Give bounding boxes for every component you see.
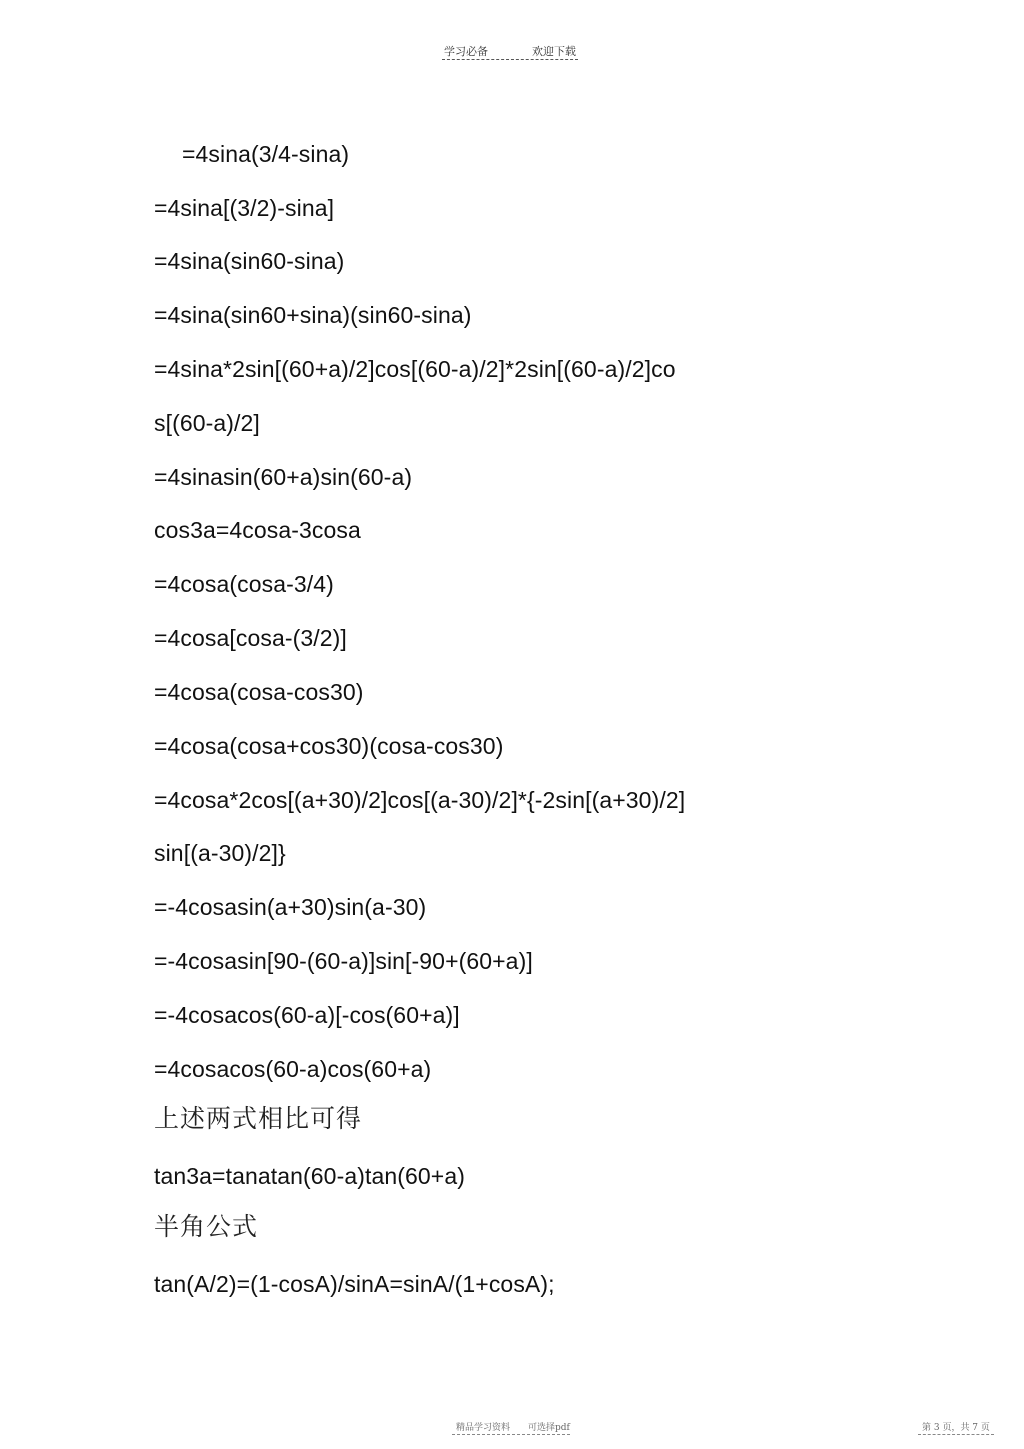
footer-right-divider xyxy=(918,1434,994,1435)
formula-line: =4sina(sin60-sina) xyxy=(154,248,345,274)
header-left-text: 学习必备 xyxy=(444,45,488,58)
formula-line: =4sina(3/4-sina) xyxy=(182,141,350,167)
footer-center-divider xyxy=(452,1434,570,1435)
formula-line: cos3a=4cosa-3cosa xyxy=(154,517,361,543)
formula-line: =4cosacos(60-a)cos(60+a) xyxy=(154,1056,432,1082)
section-heading: 半角公式 xyxy=(154,1212,259,1241)
formula-line: =-4cosasin(a+30)sin(a-30) xyxy=(154,894,427,920)
footer-center-text: 精品学习资料 可选择pdf xyxy=(456,1423,570,1433)
formula-line: =4cosa(cosa+cos30)(cosa-cos30) xyxy=(154,733,504,759)
header-right-text: 欢迎下载 xyxy=(532,45,576,58)
formula-line: =4sinasin(60+a)sin(60-a) xyxy=(154,464,413,490)
formula-line: sin[(a-30)/2]} xyxy=(154,840,286,866)
formula-line: =4cosa[cosa-(3/2)] xyxy=(154,625,347,651)
formula-line: =4sina[(3/2)-sina] xyxy=(154,195,335,221)
formula-line: =4cosa(cosa-3/4) xyxy=(154,571,334,597)
formula-line: =4sina(sin60+sina)(sin60-sina) xyxy=(154,302,472,328)
text-line: 上述两式相比可得 xyxy=(154,1104,363,1133)
formula-line: =-4cosasin[90-(60-a)]sin[-90+(60+a)] xyxy=(154,948,533,974)
page-number: 第 3 页，共 7 页 xyxy=(922,1423,990,1433)
formula-line: s[(60-a)/2] xyxy=(154,410,260,436)
formula-line: =4sina*2sin[(60+a)/2]cos[(60-a)/2]*2sin[(60-a)/2]co xyxy=(154,356,676,382)
header-divider xyxy=(442,59,578,60)
formula-line: tan(A/2)=(1-cosA)/sinA=sinA/(1+cosA); xyxy=(154,1271,555,1297)
formula-line: =-4cosacos(60-a)[-cos(60+a)] xyxy=(154,1002,460,1028)
page-footer xyxy=(0,1416,1024,1446)
formula-line: =4cosa(cosa-cos30) xyxy=(154,679,364,705)
formula-line: =4cosa*2cos[(a+30)/2]cos[(a-30)/2]*{-2sin[(a+30)/2] xyxy=(154,787,686,813)
formula-line: tan3a=tanatan(60-a)tan(60+a) xyxy=(154,1163,465,1189)
